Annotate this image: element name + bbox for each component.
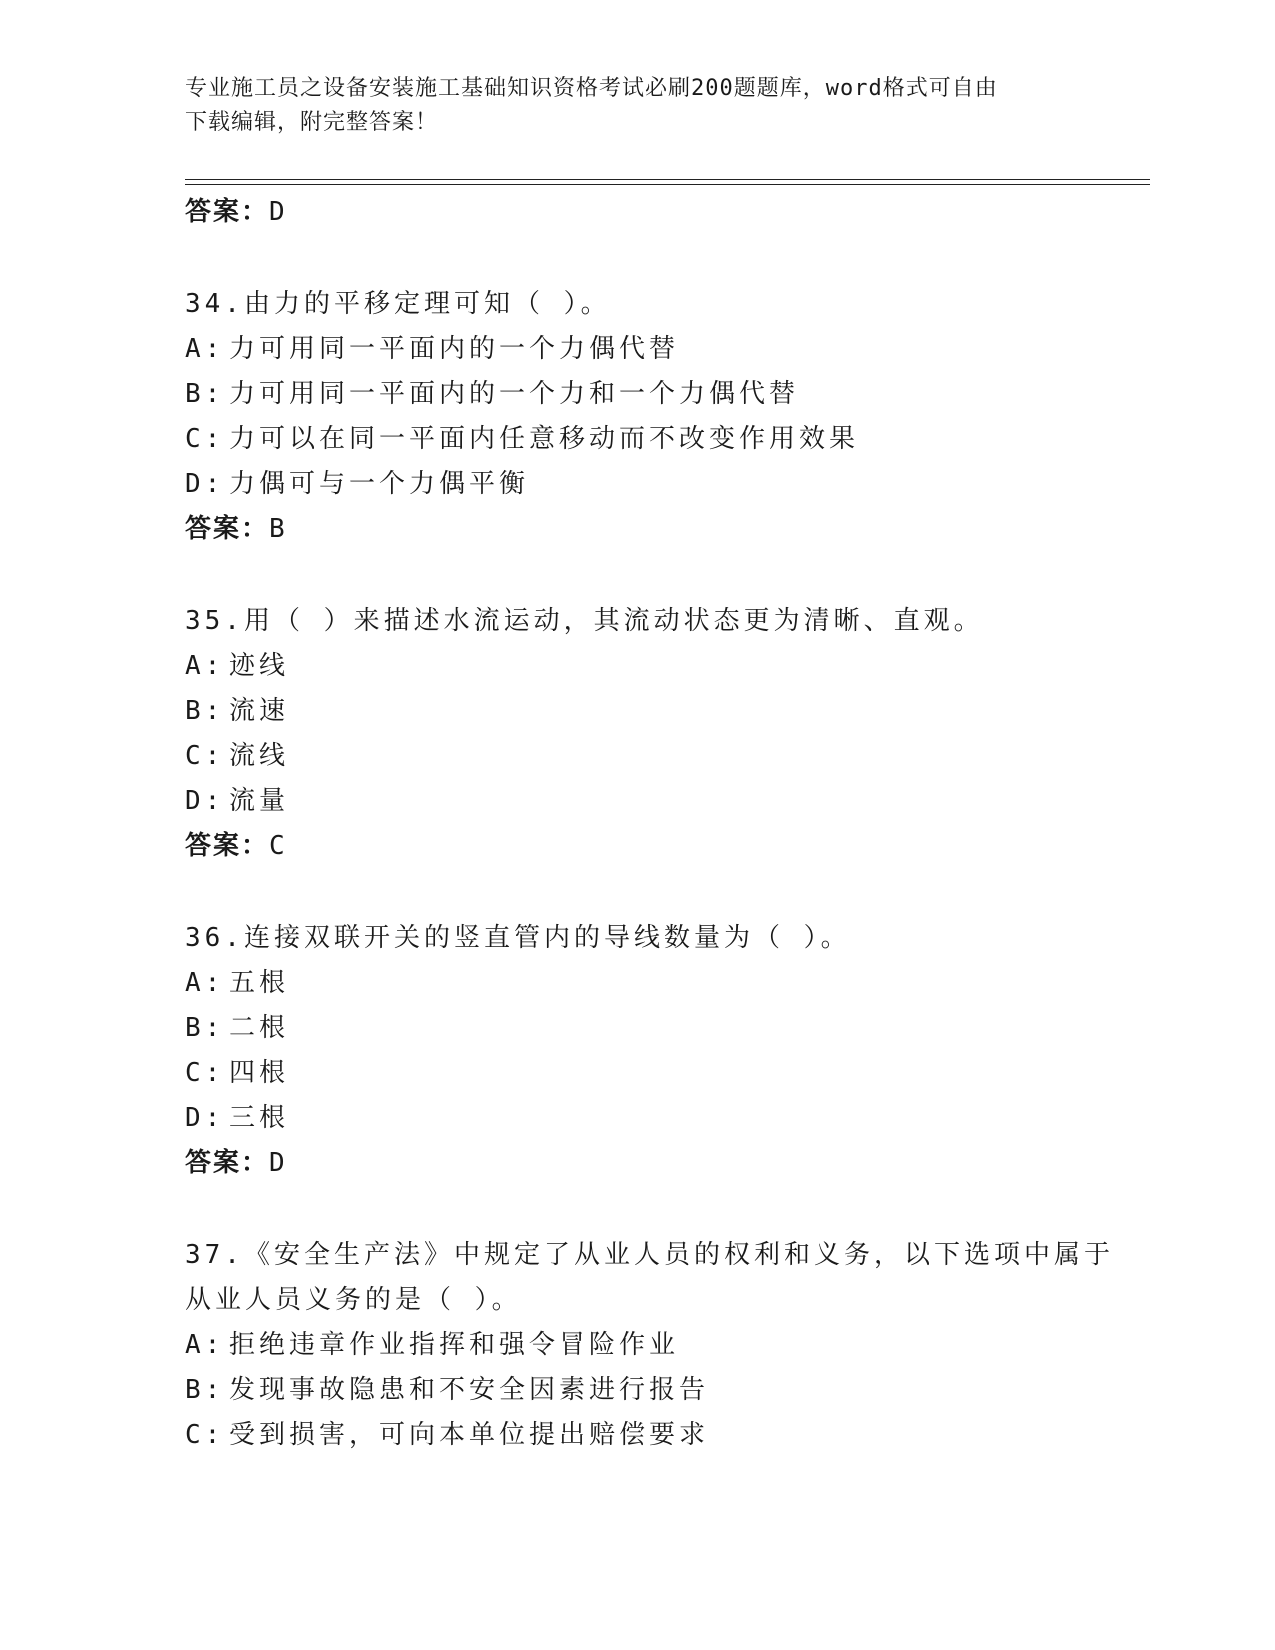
option-b [185,689,1085,734]
answer-line [185,1141,1085,1186]
option-letter: A: [185,334,225,364]
option-d [185,779,1085,824]
option-text: 三根 [229,1103,290,1133]
option-letter: B: [185,1013,225,1043]
option-d [185,462,1085,507]
option-a [185,327,1085,372]
option-text: 五根 [229,968,290,998]
answer-value: D [269,1148,287,1178]
question-stem-line-2: 从业人员义务的是（ ）。 [185,1285,522,1315]
spacer [185,869,1085,916]
question-stem-line-1: 37.《安全生产法》中规定了从业人员的权利和义务，以下选项中属于 [185,1240,1114,1270]
answer-line [185,507,1085,552]
option-c [185,417,1085,462]
option-text: 四根 [229,1058,290,1088]
option-letter: B: [185,1375,225,1405]
option-letter: D: [185,786,225,816]
option-text: 流线 [229,741,290,771]
header-title-line-2: 下载编辑，附完整答案！ [185,110,439,135]
spacer [185,552,1085,599]
option-letter: D: [185,1103,225,1133]
document-header [185,72,1075,140]
answer-label: 答案： [185,831,270,861]
option-c [185,734,1085,779]
question-36 [185,916,1085,1186]
option-letter: C: [185,741,225,771]
option-text: 迹线 [229,651,290,681]
question-stem: 34.由力的平移定理可知（ ）。 [185,289,611,319]
option-text: 力偶可与一个力偶平衡 [229,469,530,499]
option-letter: C: [185,1420,225,1450]
option-letter: C: [185,1058,225,1088]
option-a [185,1323,1085,1368]
option-c [185,1051,1085,1096]
option-text: 流量 [229,786,290,816]
option-text: 受到损害，可向本单位提出赔偿要求 [229,1420,710,1450]
option-text: 二根 [229,1013,290,1043]
option-d [185,1096,1085,1141]
option-text: 发现事故隐患和不安全因素进行报告 [229,1375,710,1405]
option-letter: B: [185,696,225,726]
option-text: 力可以在同一平面内任意移动而不改变作用效果 [229,424,860,454]
answer-label: 答案： [185,1148,270,1178]
answer-label: 答案： [185,197,270,227]
option-letter: C: [185,424,225,454]
header-rule-bottom [185,184,1150,185]
option-letter: A: [185,651,225,681]
option-b [185,1006,1085,1051]
option-letter: B: [185,379,225,409]
option-a [185,644,1085,689]
answer-value: D [269,197,287,227]
option-text: 流速 [229,696,290,726]
answer-line [185,190,1085,235]
option-c [185,1413,1085,1458]
option-b [185,1368,1085,1413]
spacer [185,1186,1085,1233]
header-title-line-1: 专业施工员之设备安装施工基础知识资格考试必刷200题题库，word格式可自由 [185,76,998,101]
option-text: 力可用同一平面内的一个力和一个力偶代替 [229,379,800,409]
question-stem: 36.连接双联开关的竖直管内的导线数量为（ ）。 [185,923,851,953]
option-a [185,961,1085,1006]
spacer [185,235,1085,282]
answer-value: B [269,514,287,544]
question-34 [185,282,1085,552]
option-letter: D: [185,469,225,499]
option-text: 力可用同一平面内的一个力偶代替 [229,334,680,364]
answer-line [185,824,1085,869]
option-b [185,372,1085,417]
option-letter: A: [185,968,225,998]
answer-value: C [269,831,287,861]
header-rule-top [185,179,1150,180]
question-37 [185,1233,1114,1458]
question-stem: 35.用（ ）来描述水流运动，其流动状态更为清晰、直观。 [185,606,984,636]
option-letter: A: [185,1330,225,1360]
answer-label: 答案： [185,514,270,544]
option-text: 拒绝违章作业指挥和强令冒险作业 [229,1330,680,1360]
question-list [185,190,1114,1458]
question-35 [185,599,1085,869]
